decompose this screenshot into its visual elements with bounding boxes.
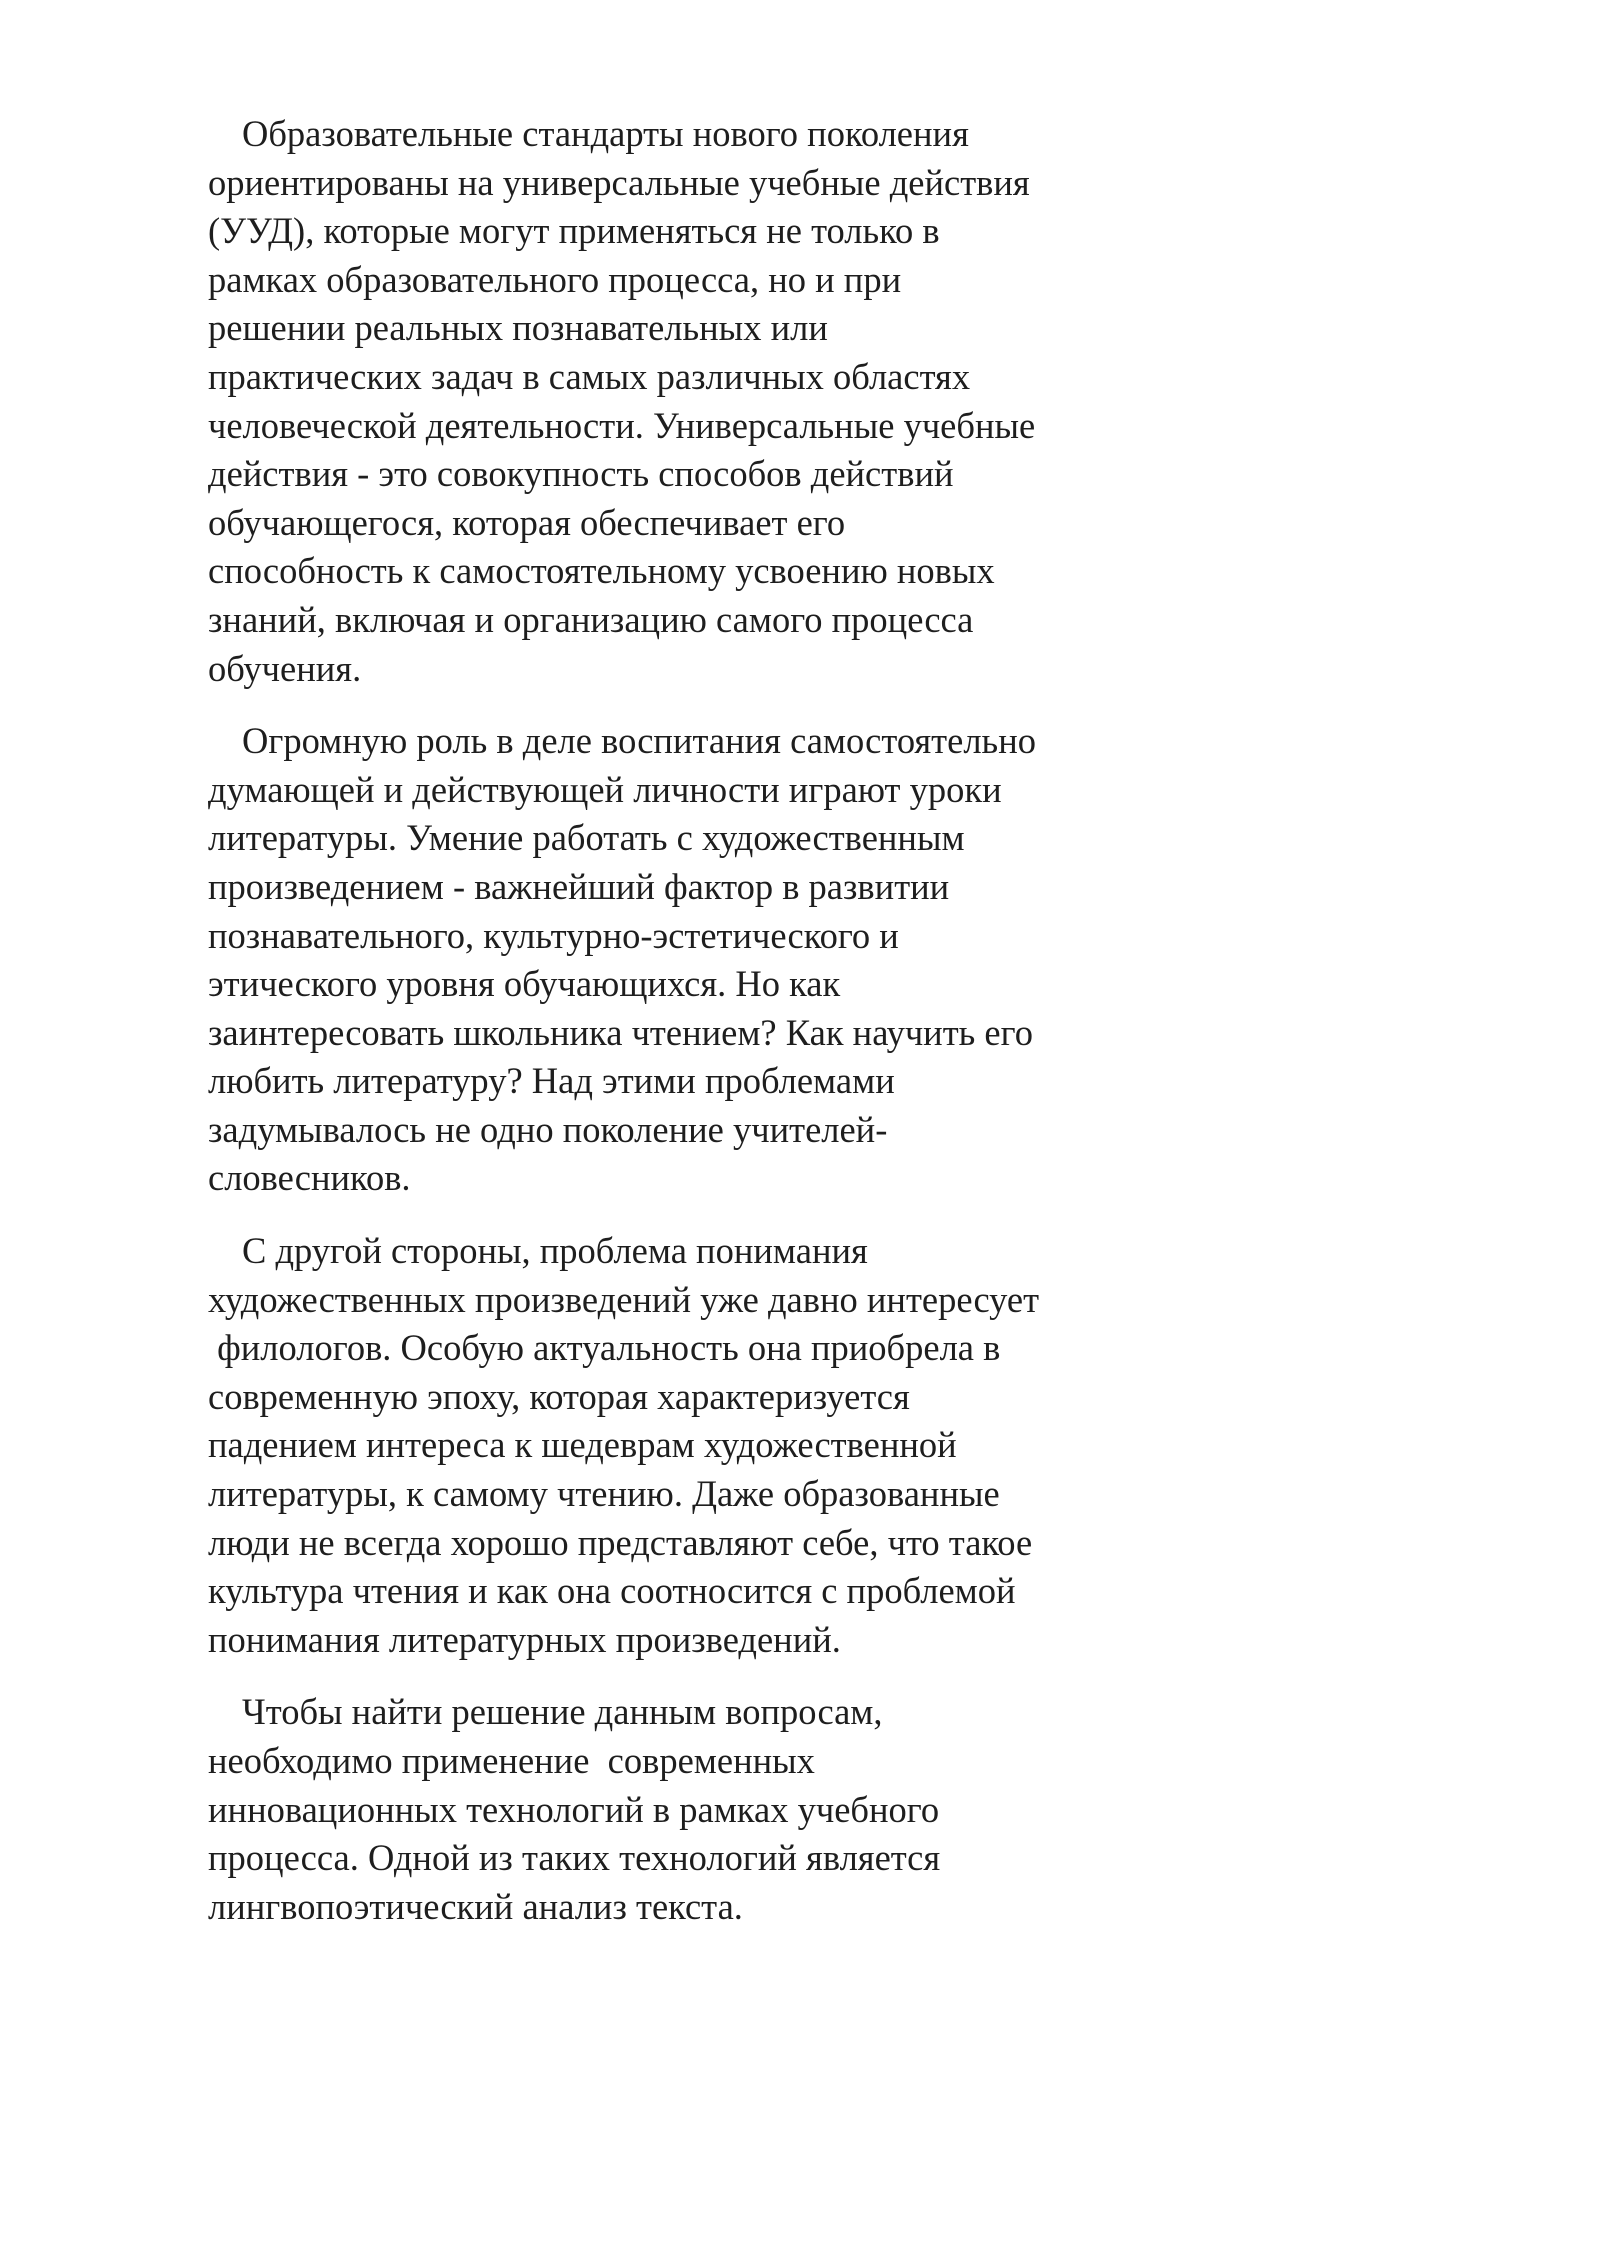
text-line: культура чтения и как она соотносится с проблемой	[208, 1570, 1016, 1612]
text-line: задумывалось не одно поколение учителей-	[208, 1108, 888, 1150]
text-line: инновационных технологий в рамках учебного	[208, 1788, 940, 1830]
paragraph-3	[208, 1227, 1208, 1664]
paragraph-2	[208, 717, 1208, 1203]
text-line: Чтобы найти решение данным вопросам,	[242, 1691, 883, 1733]
text-line: Образовательные стандарты нового поколения	[242, 113, 969, 154]
text-line: художественных произведений уже давно интересует	[208, 1278, 1040, 1320]
text-line: люди не всегда хорошо представляют себе, что такое	[208, 1521, 1033, 1563]
text-line: практических задач в самых различных областях	[208, 355, 971, 397]
text-line: филологов. Особую актуальность она приобрела в	[208, 1327, 1001, 1369]
text-line: словесников.	[208, 1157, 411, 1199]
text-line: человеческой деятельности. Универсальные учебные	[208, 404, 1036, 446]
text-line: произведением - важнейший фактор в развитии	[208, 865, 950, 907]
text-line: решении реальных познавательных или	[208, 307, 828, 349]
text-line: этического уровня обучающихся. Но как	[208, 963, 841, 1005]
text-line: думающей и действующей личности играют уроки	[208, 768, 1002, 810]
text-line: лингвопоэтический анализ текста.	[208, 1885, 743, 1927]
text-line: падением интереса к шедеврам художественной	[208, 1424, 957, 1466]
text-line: процесса. Одной из таких технологий является	[208, 1837, 941, 1879]
text-line: познавательного, культурно-эстетического и	[208, 914, 899, 956]
text-line: любить литературу? Над этими проблемами	[208, 1060, 895, 1102]
text-line: действия - это совокупность способов действий	[208, 453, 954, 495]
text-line: литературы. Умение работать с художественным	[208, 817, 965, 859]
text-line: понимания литературных произведений.	[208, 1618, 841, 1660]
text-line: Огромную роль в деле воспитания самостоятельно	[242, 720, 1036, 762]
text-line: необходимо применение современных	[208, 1740, 815, 1781]
text-line: обучающегося, которая обеспечивает его	[208, 501, 846, 543]
body-text	[208, 110, 1208, 1955]
text-line: литературы, к самому чтению. Даже образованные	[208, 1473, 1000, 1515]
text-line: способность к самостоятельному усвоению новых	[208, 550, 995, 592]
text-line: современную эпоху, которая характеризуется	[208, 1375, 910, 1417]
paragraph-4	[208, 1688, 1208, 1931]
text-line: рамках образовательного процесса, но и при	[208, 258, 902, 300]
paragraph-1	[208, 110, 1208, 693]
text-line: заинтересовать школьника чтением? Как научить его	[208, 1011, 1033, 1053]
text-line: знаний, включая и организацию самого процесса	[208, 598, 974, 640]
text-line: обучения.	[208, 647, 362, 689]
text-line: (УУД), которые могут применяться не только в	[208, 210, 940, 252]
text-line: С другой стороны, проблема понимания	[242, 1230, 868, 1272]
text-line: ориентированы на универсальные учебные действия	[208, 161, 1030, 203]
